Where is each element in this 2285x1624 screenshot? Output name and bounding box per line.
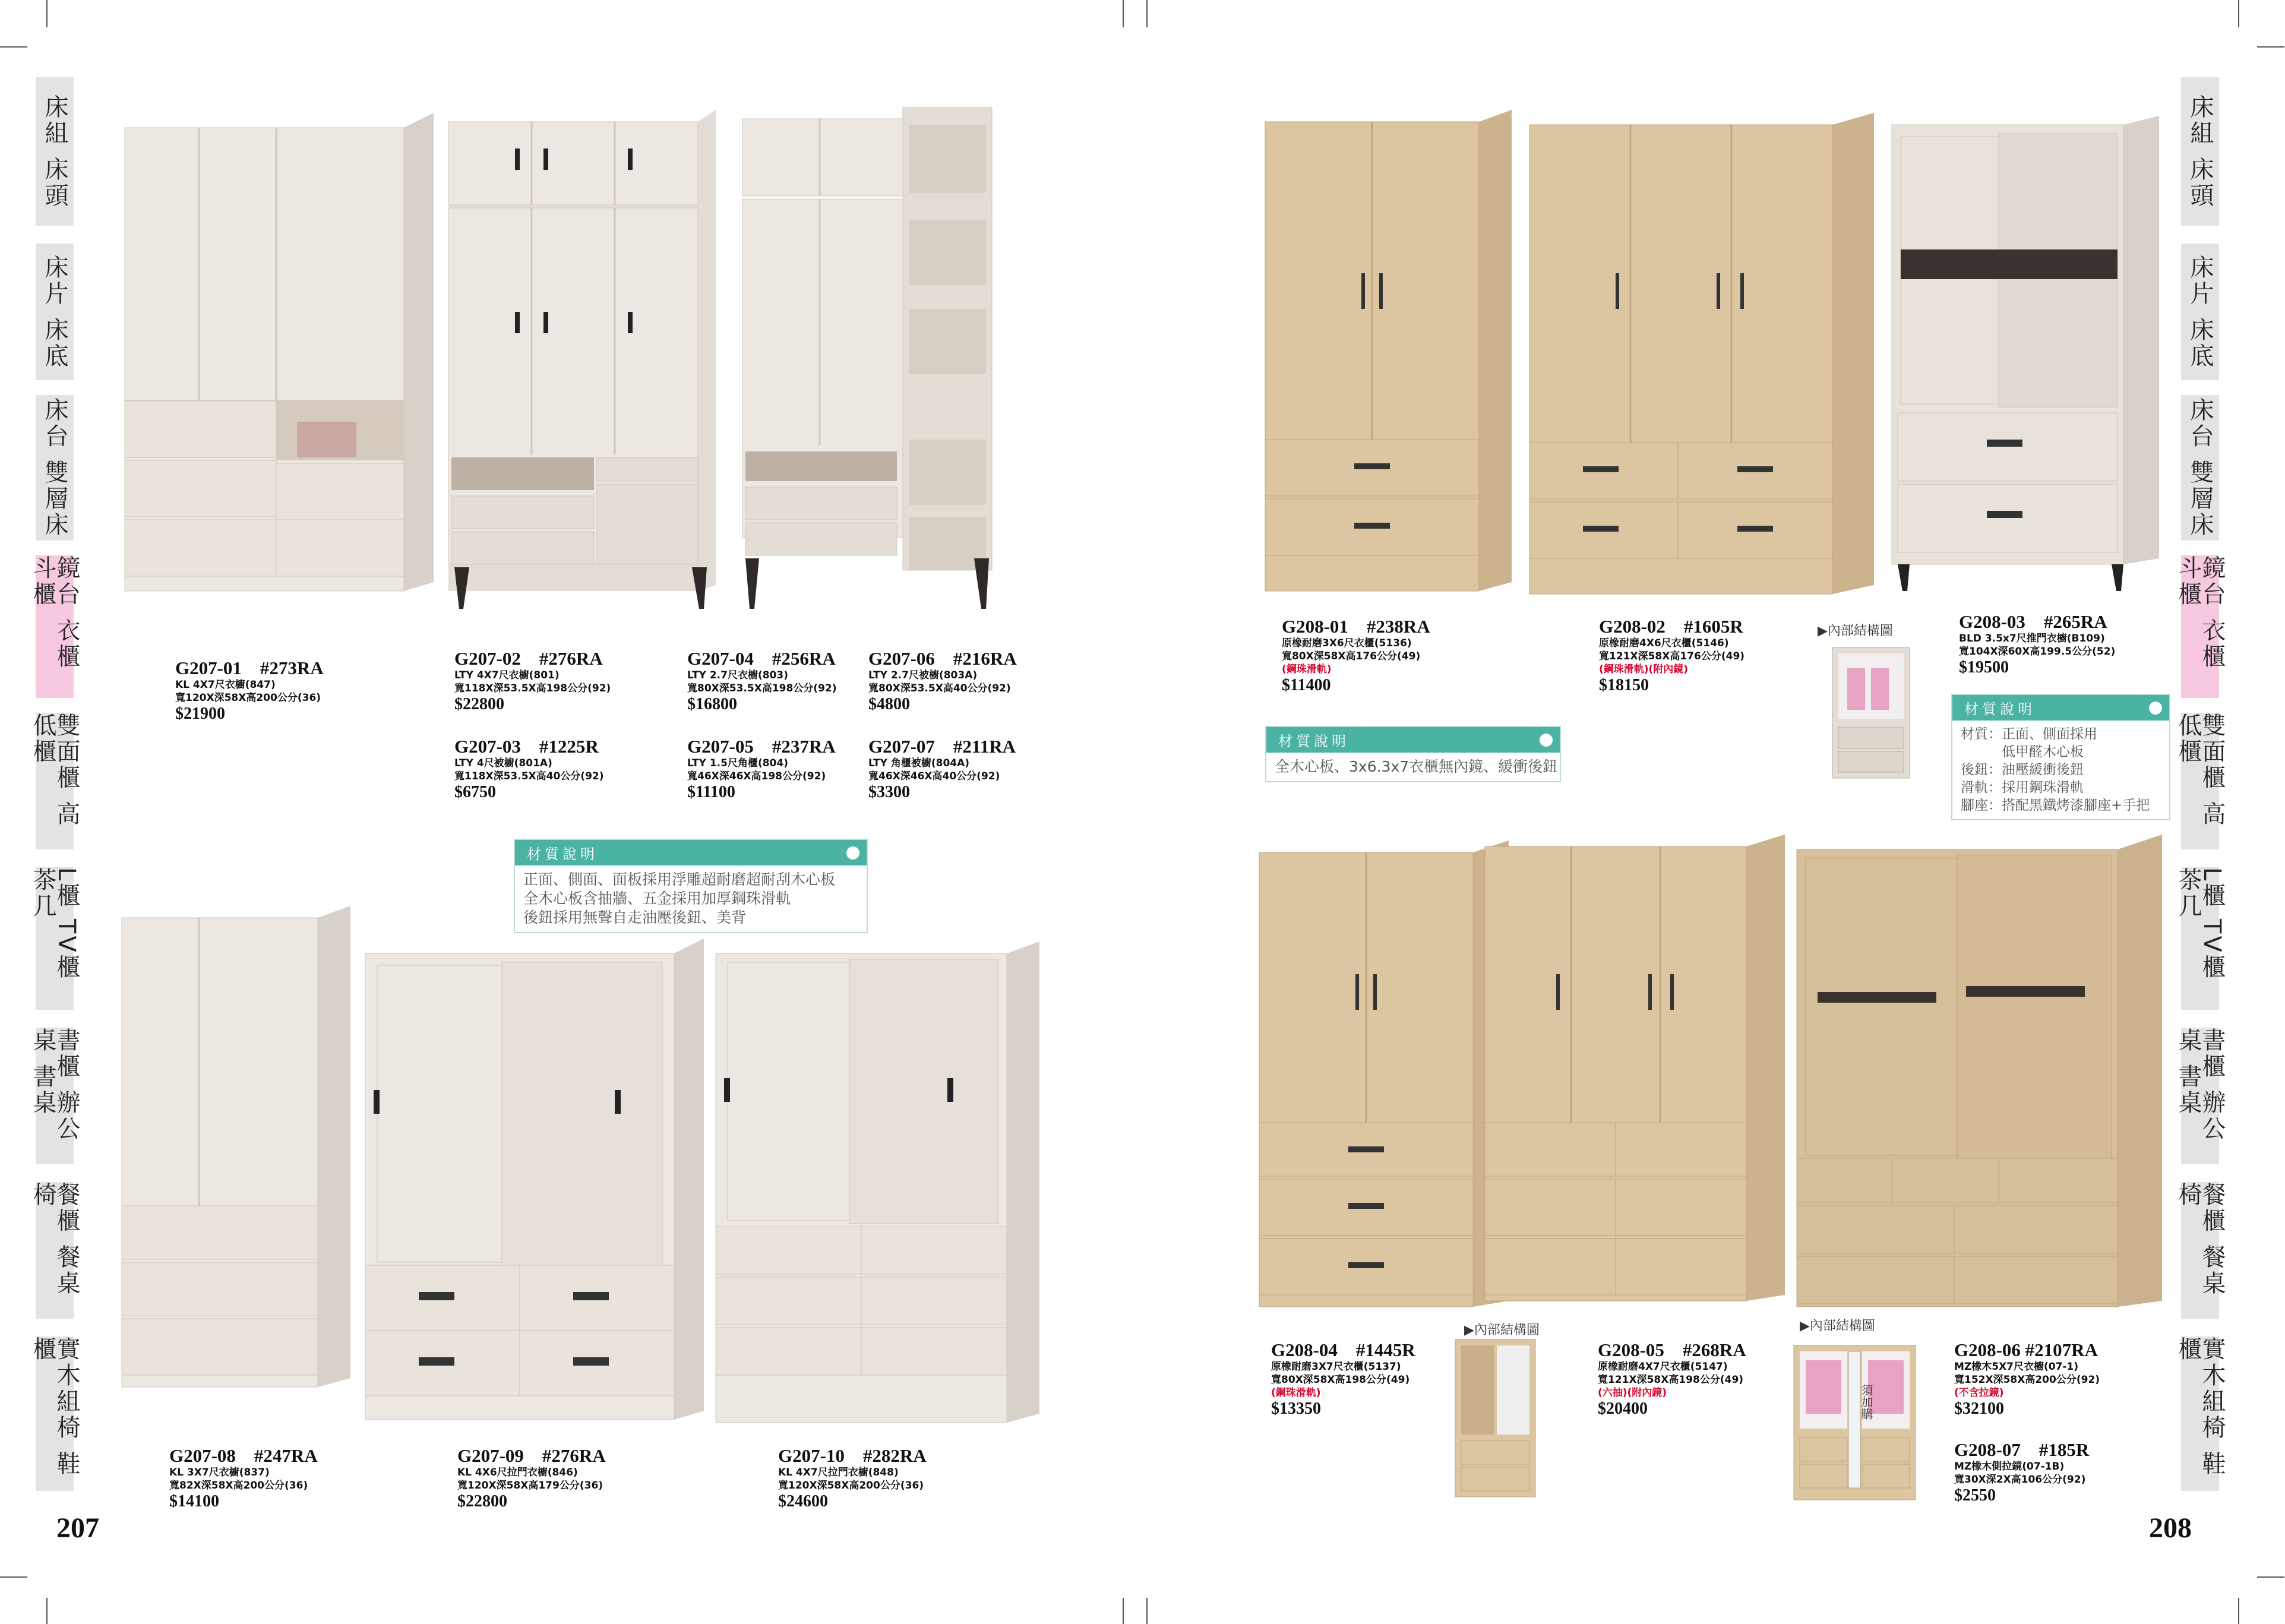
page-number-right: 208 (2149, 1512, 2192, 1544)
product-price: $6750 (454, 783, 496, 801)
product-g207-03 (454, 737, 604, 802)
category-tab-label: 實木組椅 鞋櫃 (2175, 1337, 2226, 1477)
product-size: 寬152X深58X高200公分(92) (1954, 1374, 2100, 1386)
product-model: LTY 4X7尺衣櫥(801) (454, 669, 560, 681)
material-line: 正面、側面、面板採用浮雕超耐磨超耐刮木心板 (523, 871, 836, 888)
product-note: (鋼珠滑軌) (1282, 663, 1332, 675)
product-price: $2550 (1954, 1486, 1996, 1505)
product-model: LTY 4尺被櫥(801A) (454, 757, 552, 769)
product-size: 寬80X深58X高176公分(49) (1282, 650, 1421, 662)
interior-label: ▶內部結構圖 (1464, 1323, 1540, 1338)
wardrobe-image-g207-04 (737, 107, 1022, 612)
category-tab-label: 床台 雙層床 (41, 397, 68, 538)
product-model: LTY 2.7尺被櫥(803A) (868, 669, 978, 681)
product-price: $14100 (169, 1492, 219, 1511)
wardrobe-image-g207-09 (359, 936, 707, 1423)
product-code: G207-05 #237RA (687, 736, 836, 757)
category-tab (29, 867, 80, 1010)
category-tab-label: 雙面櫃 高低櫃 (29, 713, 80, 827)
category-tab (29, 555, 80, 698)
product-price: $11400 (1282, 676, 1331, 694)
product-size: 寬46X深46X高40公分(92) (868, 770, 1000, 782)
category-tab-label: 書櫃 辦公桌 書桌 (2175, 1028, 2226, 1142)
product-g208-04 (1271, 1340, 1415, 1418)
category-tab-label: 鏡台 衣櫃 斗櫃 (29, 555, 80, 670)
category-tab (29, 1337, 80, 1491)
category-tab (2181, 244, 2219, 380)
product-price: $4800 (868, 695, 910, 713)
material-header: 材質說明 (1278, 733, 1349, 750)
product-g207-04 (687, 649, 837, 714)
material-line: 後鈕採用無聲自走油壓後鈕、美背 (523, 909, 747, 926)
product-g208-01 (1282, 617, 1430, 695)
wardrobe-image-g207-08 (116, 903, 353, 1396)
category-tab-label: 書櫃 辦公桌 書桌 (29, 1028, 80, 1142)
category-tab-label: 雙面櫃 高低櫃 (2175, 713, 2226, 827)
product-note: (鋼珠滑軌) (1271, 1387, 1321, 1399)
material-line: 滑軌：採用鋼珠滑軌 (1961, 780, 2084, 795)
product-size: 寬118X深53.5X高198公分(92) (454, 683, 611, 694)
product-code: G208-04 #1445R (1271, 1339, 1415, 1360)
product-code: G208-06 #2107RA (1954, 1339, 2098, 1360)
product-g208-03 (1959, 612, 2115, 677)
category-tab (2175, 1028, 2226, 1164)
interior-label: ▶內部結構圖 (1800, 1319, 1875, 1334)
wardrobe-image-g208-03 (1886, 113, 2165, 594)
product-model: LTY 1.5尺角櫃(804) (687, 757, 788, 769)
category-tab-label: 床台 雙層床 (2186, 397, 2214, 538)
material-line: 全木心板、3x6.3x7衣櫃無內鏡、緩衝後鈕 (1275, 758, 1558, 775)
category-tab (36, 77, 74, 226)
product-note: (六抽)(附內鏡) (1598, 1387, 1667, 1399)
product-price: $11100 (687, 783, 735, 801)
product-size: 寬30X深2X高106公分(92) (1954, 1474, 2086, 1486)
category-tab-label: L櫃 TV櫃 茶几 (2175, 867, 2226, 981)
product-code: G207-07 #211RA (868, 736, 1016, 757)
material-box-208b (1951, 694, 2170, 820)
material-line: 腳座：搭配黑鐵烤漆腳座+手把 (1961, 798, 2150, 813)
category-tab (2175, 1182, 2226, 1319)
product-g207-10 (778, 1446, 927, 1511)
product-price: $20400 (1598, 1399, 1648, 1418)
category-tab-label: L櫃 TV櫃 茶几 (29, 867, 80, 981)
material-box-208a (1265, 726, 1561, 782)
product-price: $18150 (1599, 676, 1649, 694)
product-code: G207-08 #247RA (169, 1445, 318, 1466)
material-box-207 (514, 839, 868, 933)
product-g207-05 (687, 737, 836, 802)
product-code: G207-02 #276RA (454, 648, 603, 669)
product-price: $16800 (687, 695, 737, 713)
product-g208-05 (1598, 1340, 1746, 1418)
material-header: 材質說明 (1964, 701, 2036, 718)
circle-icon (846, 846, 859, 860)
product-code: G207-06 #216RA (868, 648, 1017, 669)
product-price: $24600 (778, 1492, 828, 1511)
category-tab (36, 395, 74, 541)
product-g207-01 (175, 658, 324, 723)
wardrobe-image-g208-02 (1524, 110, 1877, 609)
page-number-left: 207 (56, 1512, 99, 1544)
product-code: G207-04 #256RA (687, 648, 836, 669)
product-size: 寬121X深58X高176公分(49) (1599, 650, 1745, 662)
product-code: G208-07 #185R (1954, 1439, 2090, 1460)
product-model: 原橡耐磨4X7尺衣櫃(5147) (1598, 1361, 1728, 1373)
product-size: 寬80X深53.5X高40公分(92) (868, 683, 1011, 694)
product-g208-07 (1954, 1440, 2089, 1505)
product-price: $19500 (1959, 658, 2009, 677)
product-model: KL 4X7尺衣櫥(847) (175, 679, 276, 691)
product-g207-08 (169, 1446, 318, 1511)
product-model: 原橡耐磨4X6尺衣櫃(5146) (1599, 637, 1729, 649)
category-tab (29, 1028, 80, 1164)
product-price: $21900 (175, 704, 225, 723)
product-model: KL 3X7尺衣櫥(837) (169, 1467, 270, 1478)
product-price: $32100 (1954, 1399, 2004, 1418)
category-tab (2175, 867, 2226, 1010)
product-size: 寬118X深53.5X高40公分(92) (454, 770, 604, 782)
category-tab (2175, 713, 2226, 849)
product-size: 寬46X深46X高198公分(92) (687, 770, 826, 782)
product-model: LTY 角櫃被櫥(804A) (868, 757, 970, 769)
product-price: $13350 (1271, 1399, 1321, 1418)
product-note: (不含拉鏡) (1954, 1387, 2004, 1399)
product-model: 原橡耐磨3X7尺衣櫃(5137) (1271, 1361, 1401, 1373)
category-tab-label: 鏡台 衣櫃 斗櫃 (2175, 555, 2226, 670)
material-line: 低甲醛木心板 (1961, 744, 2084, 760)
product-model: MZ橡木側拉鏡(07-1B) (1954, 1461, 2065, 1473)
circle-icon (1540, 734, 1553, 747)
category-tab (29, 1182, 80, 1319)
product-model: 原橡耐磨3X6尺衣櫃(5136) (1282, 637, 1412, 649)
product-size: 寬120X深58X高200公分(36) (175, 692, 321, 704)
product-code: G208-02 #1605R (1599, 616, 1743, 637)
circle-icon (2149, 702, 2162, 715)
category-tab (36, 244, 74, 380)
product-size: 寬120X深58X高179公分(36) (457, 1480, 603, 1492)
product-code: G207-10 #282RA (778, 1445, 927, 1466)
product-note: (鋼珠滑軌)(附內鏡) (1599, 663, 1689, 675)
product-price: $22800 (457, 1492, 507, 1511)
product-code: G208-05 #268RA (1598, 1339, 1746, 1360)
product-g207-09 (457, 1446, 606, 1511)
product-size: 寬80X深53.5X高198公分(92) (687, 683, 837, 694)
product-code: G208-03 #265RA (1959, 611, 2107, 632)
interior-image-g208-05 (1791, 1342, 1919, 1503)
product-model: BLD 3.5x7尺推門衣櫥(B109) (1959, 633, 2105, 644)
product-model: KL 4X6尺拉門衣櫥(846) (457, 1467, 578, 1478)
category-tab (2181, 395, 2219, 541)
material-line: 全木心板含抽牆、五金採用加厚鋼珠滑軌 (523, 890, 791, 907)
material-line: 後鈕：油壓緩衝後鈕 (1961, 762, 2084, 778)
wardrobe-image-g207-01 (119, 107, 437, 600)
wardrobe-image-g207-10 (710, 939, 1042, 1426)
product-g207-07 (868, 737, 1016, 802)
product-model: KL 4X7尺拉門衣櫥(848) (778, 1467, 899, 1478)
category-tab (2175, 1337, 2226, 1491)
category-tab-label: 實木組椅 鞋櫃 (29, 1337, 80, 1477)
wardrobe-image-g208-04 (1253, 838, 1515, 1313)
product-size: 寬121X深58X高198公分(49) (1598, 1374, 1744, 1386)
product-code: G207-09 #276RA (457, 1445, 606, 1466)
category-tab-label: 床組 床頭 (2186, 94, 2214, 209)
wardrobe-image-g208-05 (1479, 832, 1788, 1307)
product-code: G208-01 #238RA (1282, 616, 1430, 637)
material-line: 材質：正面、側面採用 (1961, 726, 2097, 742)
category-tab-label: 床片 床底 (41, 254, 68, 369)
product-size: 寬80X深58X高198公分(49) (1271, 1374, 1410, 1386)
wardrobe-image-g208-01 (1259, 107, 1515, 606)
interior-label: ▶內部結構圖 (1818, 624, 1893, 639)
product-g207-02 (454, 649, 611, 714)
product-size: 寬82X深58X高200公分(36) (169, 1480, 308, 1492)
category-tab-label: 餐櫃 餐桌椅 (2175, 1182, 2226, 1297)
product-size: 寬120X深58X高200公分(36) (778, 1480, 924, 1492)
category-tab (2181, 77, 2219, 226)
category-tab-label: 餐櫃 餐桌椅 (29, 1182, 80, 1297)
interior-image-g208-03 (1829, 644, 1913, 787)
category-tab (29, 713, 80, 849)
product-price: $22800 (454, 695, 504, 713)
product-g207-06 (868, 649, 1017, 714)
product-price: $3300 (868, 783, 910, 801)
product-size: 寬104X深60X高199.5公分(52) (1959, 646, 2116, 658)
product-g208-06 (1954, 1340, 2100, 1418)
product-g208-02 (1599, 617, 1744, 695)
interior-image-g208-04 (1452, 1337, 1538, 1500)
product-code: G207-03 #1225R (454, 736, 599, 757)
product-code: G207-01 #273RA (175, 658, 324, 678)
category-tab-label: 床片 床底 (2186, 254, 2214, 369)
product-model: MZ橡木5X7尺衣櫥(07-1) (1954, 1361, 2079, 1373)
wardrobe-image-g207-02 (443, 104, 722, 612)
category-tab (2175, 555, 2226, 698)
category-tab-label: 床組 床頭 (41, 94, 68, 209)
wardrobe-image-g208-06 (1791, 832, 2165, 1313)
mirror-purchase-note: 須加購 (1859, 1384, 1873, 1420)
material-header: 材質說明 (527, 846, 598, 862)
product-model: LTY 2.7尺衣櫥(803) (687, 669, 788, 681)
